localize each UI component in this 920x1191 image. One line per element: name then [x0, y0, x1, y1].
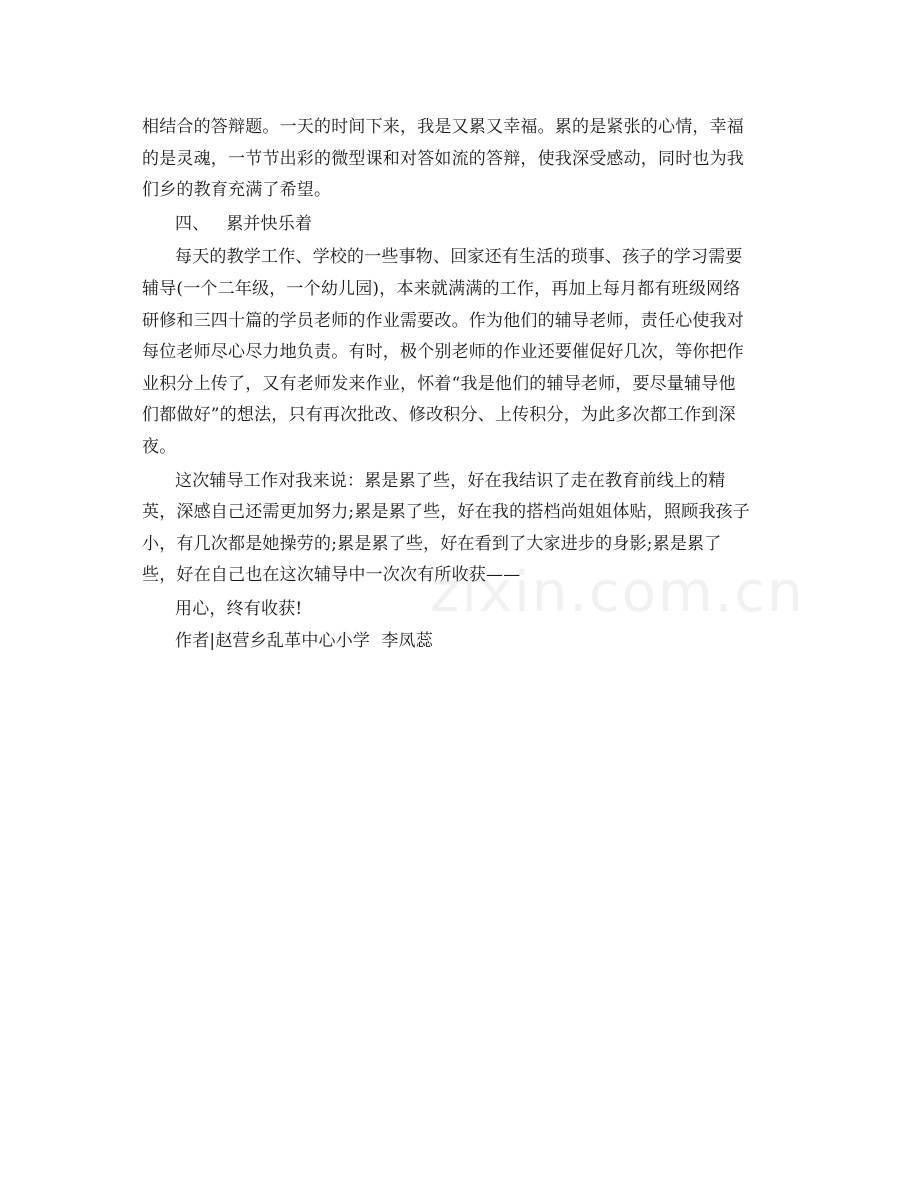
text-line: 作者|赵营乡乱革中心小学 李凤蕊 [175, 630, 433, 651]
text-line: 用心，终有收获! [175, 598, 303, 619]
text-line: 相结合的答辩题。一天的时间下来，我是又累又幸福。累的是紧张的心情，幸福 [142, 117, 744, 137]
text-line: 辅导(一个二年级，一个幼儿园)，本来就满满的工作，再加上每月都有班级网络 [142, 278, 741, 299]
text-line: 的是灵魂，一节节出彩的微型课和对答如流的答辩，使我深受感动，同时也为我 [142, 148, 744, 169]
paragraph-3 [142, 242, 778, 463]
text-line: 们乡的教育充满了希望。 [142, 180, 332, 201]
text-line: 小，有几次都是她操劳的;累是累了些，好在看到了大家进步的身影;累是累了 [142, 533, 722, 554]
document-body [142, 112, 778, 657]
text-line: 研修和三四十篇的学员老师的作业需要改。作为他们的辅导老师，责任心使我对 [142, 310, 744, 331]
text-line: 夜。 [142, 436, 177, 457]
watermark-text: zixin.com.cn [430, 560, 805, 625]
text-line: 这次辅导工作对我来说：累是累了些，好在我结识了走在教育前线上的精 [175, 470, 726, 491]
text-line: 些，好在自己也在这次辅导中一次次有所收获—— [142, 565, 521, 586]
author-line [142, 626, 778, 658]
text-line: 每位老师尽心尽力地负责。有时，极个别老师的作业还要催促好几次，等你把作 [142, 342, 744, 363]
text-line: 英，深感自己还需更加努力;累是累了些，好在我的搭档尚姐姐体贴，照顾我孩子 [142, 502, 750, 523]
section-heading-4 [142, 209, 778, 241]
paragraph-1 [142, 112, 778, 207]
text-line: 们都做好”的想法，只有再次批改、修改积分、上传积分，为此多次都工作到深 [142, 405, 736, 426]
heading-line: 四、 累并快乐着 [175, 213, 313, 234]
text-line: 业积分上传了，又有老师发来作业，怀着“我是他们的辅导老师，要尽量辅导他 [142, 373, 736, 394]
paragraph-4 [142, 466, 778, 592]
text-line: 每天的教学工作、学校的一些事物、回家还有生活的琐事、孩子的学习需要 [175, 247, 743, 268]
paragraph-5 [142, 594, 778, 626]
